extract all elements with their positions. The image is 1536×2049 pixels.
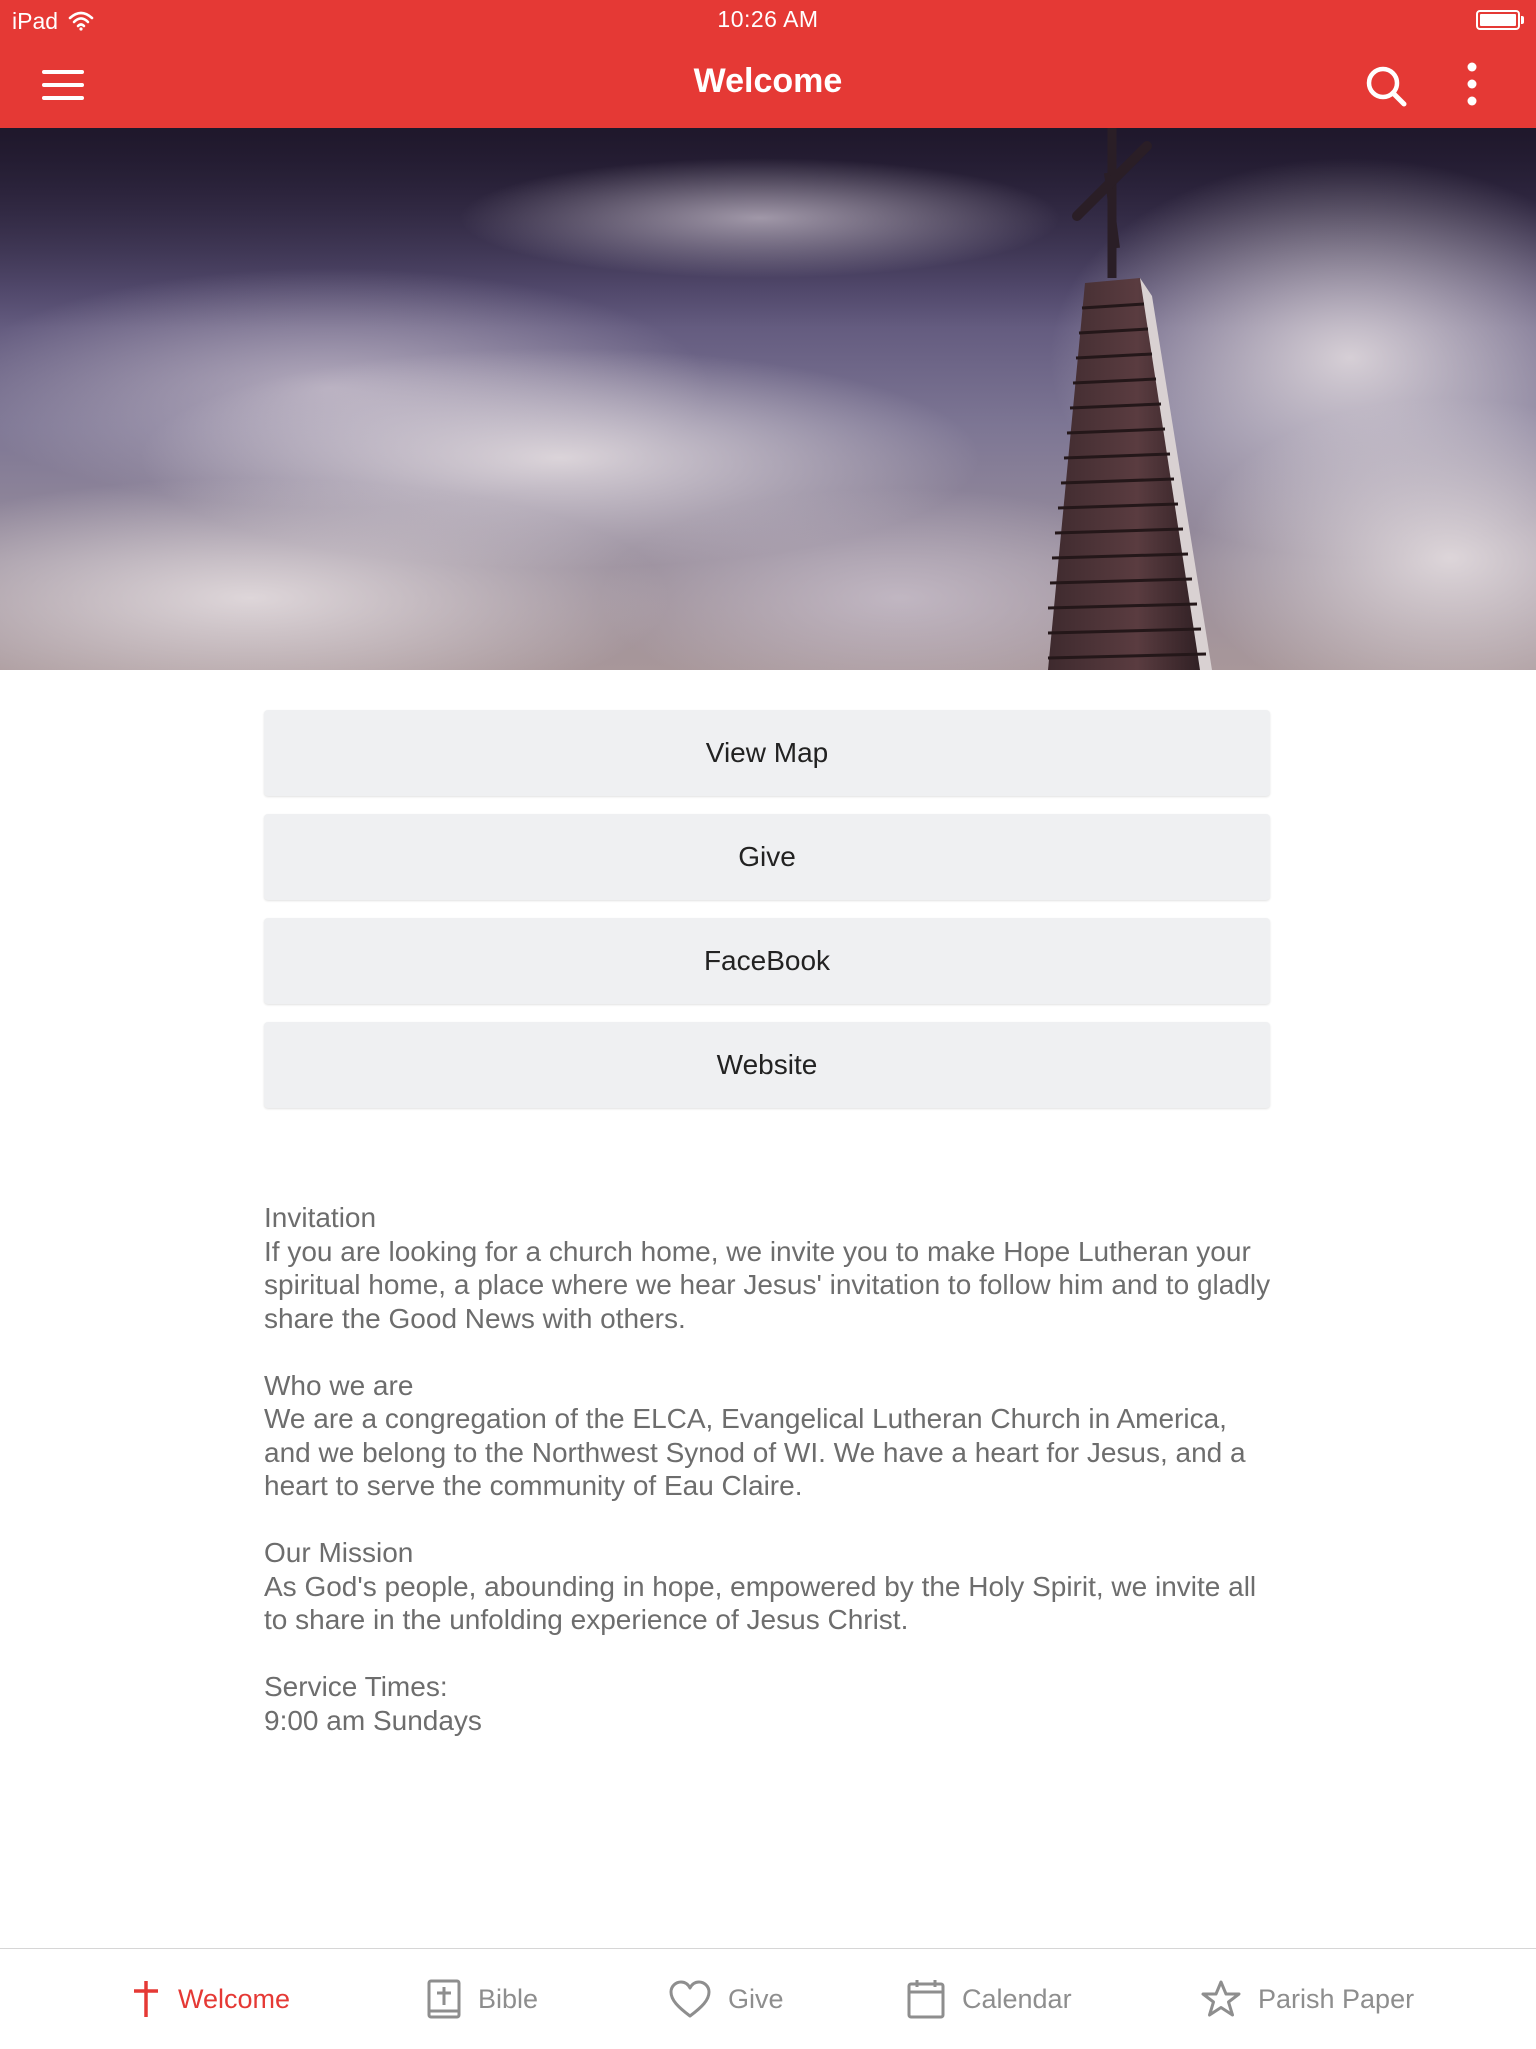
section-body: 9:00 am Sundays bbox=[264, 1704, 482, 1736]
facebook-button[interactable]: FaceBook bbox=[264, 918, 1270, 1004]
tab-parish-paper[interactable] bbox=[1200, 1949, 1414, 2049]
section-heading: Invitation bbox=[264, 1202, 377, 1233]
tab-label: Parish Paper bbox=[1258, 1983, 1415, 2014]
cross-icon bbox=[130, 1979, 162, 2019]
website-button[interactable]: Website bbox=[264, 1022, 1270, 1108]
tab-welcome[interactable] bbox=[130, 1949, 290, 2049]
tab-label: Calendar bbox=[962, 1983, 1072, 2014]
section-heading: Service Times: bbox=[264, 1671, 448, 1702]
heart-icon bbox=[668, 1979, 712, 2019]
tab-give[interactable] bbox=[668, 1949, 784, 2049]
tab-label: Give bbox=[728, 1983, 784, 2014]
device-name: iPad bbox=[12, 7, 59, 34]
steeple-image bbox=[0, 128, 1536, 670]
section-body: If you are looking for a church home, we invite you to make Hope Lutheran your spiritual home, a place where we hear Jesus' invitation to follow him and to gladly share the Good News with others. bbox=[264, 1235, 1271, 1334]
tab-calendar[interactable] bbox=[906, 1949, 1072, 2049]
status-time: 10:26 AM bbox=[717, 6, 819, 32]
invitation-section bbox=[264, 1201, 1274, 1335]
section-body: We are a congregation of the ELCA, Evangelical Lutheran Church in America, and we belong to the Northwest Synod of WI. We have a heart for Jesus, and a heart to serve the community of Eau Claire. bbox=[264, 1403, 1246, 1501]
search-button[interactable] bbox=[1362, 62, 1410, 110]
star-icon bbox=[1200, 1979, 1242, 2019]
more-options-button[interactable] bbox=[1452, 60, 1492, 110]
tab-label: Bible bbox=[478, 1983, 539, 2014]
service-times-section bbox=[264, 1670, 1274, 1737]
welcome-content bbox=[264, 1201, 1274, 1771]
hero-image bbox=[0, 128, 1536, 670]
bible-icon bbox=[426, 1978, 462, 2020]
section-body: As God's people, abounding in hope, empowered by the Holy Spirit, we invite all to share in the unfolding experience of Jesus Christ. bbox=[264, 1570, 1257, 1635]
give-button[interactable]: Give bbox=[264, 814, 1270, 900]
search-icon bbox=[1362, 62, 1410, 110]
battery-icon bbox=[1476, 10, 1520, 30]
who-we-are-section bbox=[264, 1369, 1274, 1503]
section-heading: Who we are bbox=[264, 1369, 414, 1401]
calendar-icon bbox=[906, 1978, 946, 2020]
tab-bible[interactable] bbox=[426, 1949, 538, 2049]
top-bar bbox=[0, 0, 1536, 128]
section-heading: Our Mission bbox=[264, 1537, 414, 1568]
page-title: Welcome bbox=[693, 62, 843, 100]
tab-label: Welcome bbox=[178, 1983, 291, 2014]
bottom-tab-bar bbox=[0, 1948, 1536, 2049]
view-map-button[interactable]: View Map bbox=[264, 710, 1270, 796]
our-mission-section bbox=[264, 1536, 1274, 1637]
more-vertical-icon bbox=[1452, 60, 1492, 110]
